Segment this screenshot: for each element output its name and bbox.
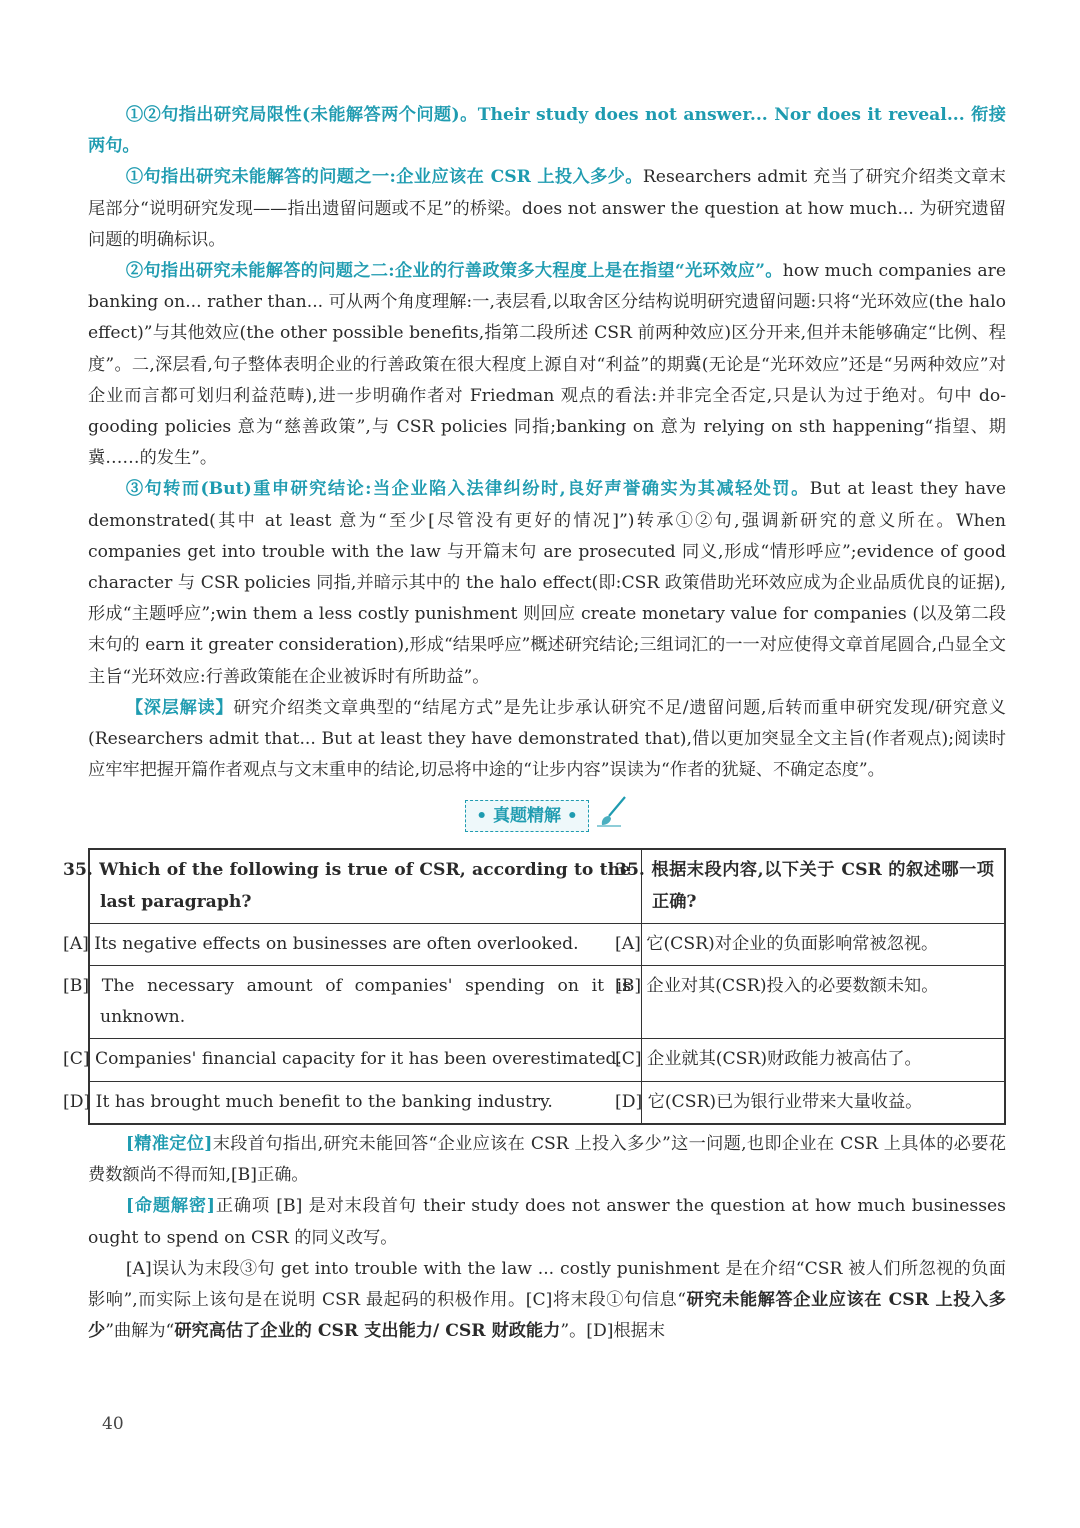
question-stem-zh: 35. 根据末段内容,以下关于 CSR 的叙述哪一项正确? — [642, 849, 1006, 923]
option-b-zh: [B] 企业对其(CSR)投入的必要数额未知。 — [642, 966, 1006, 1039]
paragraph-body: ”曲解为“ — [105, 1321, 175, 1342]
paragraph-body: ”。[D]根据末 — [560, 1321, 666, 1342]
paragraph-body: 研究介绍类文章典型的“结尾方式”是先让步承认研究不足/遗留问题,后转而重申研究发现/研究意义(Researchers admit that... But at least they have demonstrated that),借以更加突显全文主旨(作者观点);阅读时应牢牢把握开篇作者观点与文末重申的结论,切忌将中途的“让步内容”误读为“作者的犹疑、不确定态度”。 — [88, 697, 1006, 781]
question-stem-en: 35. Which of the following is true of CSR, according to the last paragraph? — [89, 849, 642, 923]
option-c-en: [C] Companies' financial capacity for it has been overestimated. — [89, 1039, 642, 1081]
option-row — [89, 1081, 1005, 1124]
page-content — [63, 100, 1007, 1347]
option-c-zh: [C] 企业就其(CSR)财政能力被高估了。 — [642, 1039, 1006, 1081]
paragraph-body: 末段首句指出,研究未能回答“企业应该在 CSR 上投入多少”这一问题,也即企业在 CSR 上具体的必要花费数额尚不得而知,[B]正确。 — [88, 1133, 1006, 1186]
paragraph-body: 正确项 [B] 是对末段首句 their study does not answer the question at how much businesses ought to spend on CSR 的同义改写。 — [88, 1196, 1007, 1248]
paragraph-heading: ③句转而(But)重申研究结论:当企业陷入法律纠纷时,良好声誉确实为其减轻处罚。 — [125, 479, 810, 500]
page-number: 40 — [102, 1414, 124, 1434]
paragraph-question-one — [88, 162, 1006, 256]
section-banner: • 真题精解 • — [465, 800, 589, 832]
question-secret-label: [命题解密] — [125, 1196, 216, 1217]
option-a-en: [A] Its negative effects on businesses are often overlooked. — [89, 923, 642, 965]
paragraph-question-two — [88, 256, 1006, 474]
option-row — [89, 923, 1005, 965]
paragraph-body: Researchers admit 充当了研究介绍类文章末尾部分“说明研究发现——指出遗留问题或不足”的桥梁。does not answer the question at how much... 为研究遗留问题的明确标识。 — [88, 167, 1006, 250]
emphasis-text: 研究高估了企业的 CSR 支出能力/ CSR 财政能力 — [174, 1321, 561, 1342]
paragraph-deep-reading — [88, 693, 1006, 787]
precise-location-label: [精准定位] — [125, 1133, 213, 1154]
paragraph-body: But at least they have demonstrated(其中 at least 意为“至少[尽管没有更好的情况]”)转承①②句,强调新研究的意义所在。When companies get into trouble with the law 与开篇末句 are prosecuted 同义,形成“情形呼应”;evidence of good character 与 CSR policies 同指,并暗示其中的 the halo effect(即:CSR 政策借助光环效应成为企业品质优良的证据),形成“主题呼应”;win them a less costly punishment 则回应 create monetary value for companies (以及第二段末句的 earn it greater consideration),形成“结果呼应”概述研究结论;三组词汇的一一对应使得文章首尾圆合,凸显全文主旨“光环效应:行善政策能在企业被诉时有所助益”。 — [88, 479, 1006, 687]
option-row — [89, 1039, 1005, 1081]
option-d-en: [D] It has brought much benefit to the banking industry. — [89, 1081, 642, 1124]
option-b-en: [B] The necessary amount of companies' spending on it is unknown. — [89, 966, 642, 1039]
paragraph-heading: ②句指出研究未能解答的问题之二:企业的行善政策多大程度上是在指望“光环效应”。 — [125, 261, 783, 282]
option-d-zh: [D] 它(CSR)已为银行业带来大量收益。 — [642, 1081, 1006, 1124]
paragraph-question-secret — [88, 1191, 1006, 1253]
option-row — [89, 966, 1005, 1039]
emphasis-text: 研究未能解答企业应该在 CSR 上投入多少 — [88, 1289, 1006, 1342]
section-banner-row — [88, 798, 1006, 834]
paragraph-body: how much companies are banking on... rather than... 可从两个角度理解:一,表层看,以取舍区分结构说明研究遗留问题:只将“光环效应(the halo effect)”与其他效应(the other possible benefits,指第二段所述 CSR 前两种效应)区分开来,但并未能够确定“比例、程度”。二,深层看,句子整体表明企业的行善政策在很大程度上源自对“利益”的期冀(无论是“光环效应”还是“另两种效应”对企业而言都可划归利益范畴),进一步明确作者对 Friedman 观点的看法:并非完全否定,只是认为过于绝对。句中 do-gooding policies 意为“慈善政策”,与 CSR policies 同指;banking on 意为 relying on sth happening“指望、期冀……的发生”。 — [88, 261, 1007, 469]
paragraph-heading: ①②句指出研究局限性(未能解答两个问题)。Their study does not answer... Nor does it reveal... 衔接两句。 — [88, 105, 1006, 157]
deep-reading-label: 【深层解读】 — [125, 697, 234, 718]
paragraph-wrong-options — [88, 1254, 1006, 1348]
option-a-zh: [A] 它(CSR)对企业的负面影响常被忽视。 — [642, 923, 1006, 965]
question-stem-row — [89, 849, 1005, 923]
paragraph-limitations — [88, 100, 1006, 162]
paragraph-body: [A]误认为末段③句 get into trouble with the law ... costly punishment 是在介绍“CSR 被人们所忽视的负面影响”,而实际上该句是在说明 CSR 最起码的积极作用。[C]将末段①句信息“ — [88, 1258, 1006, 1310]
paragraph-precise-location — [88, 1129, 1006, 1191]
brush-icon — [595, 794, 629, 839]
question-table — [63, 848, 1006, 1124]
paragraph-heading: ①句指出研究未能解答的问题之一:企业应该在 CSR 上投入多少。 — [125, 167, 643, 188]
paragraph-conclusion — [88, 474, 1006, 692]
